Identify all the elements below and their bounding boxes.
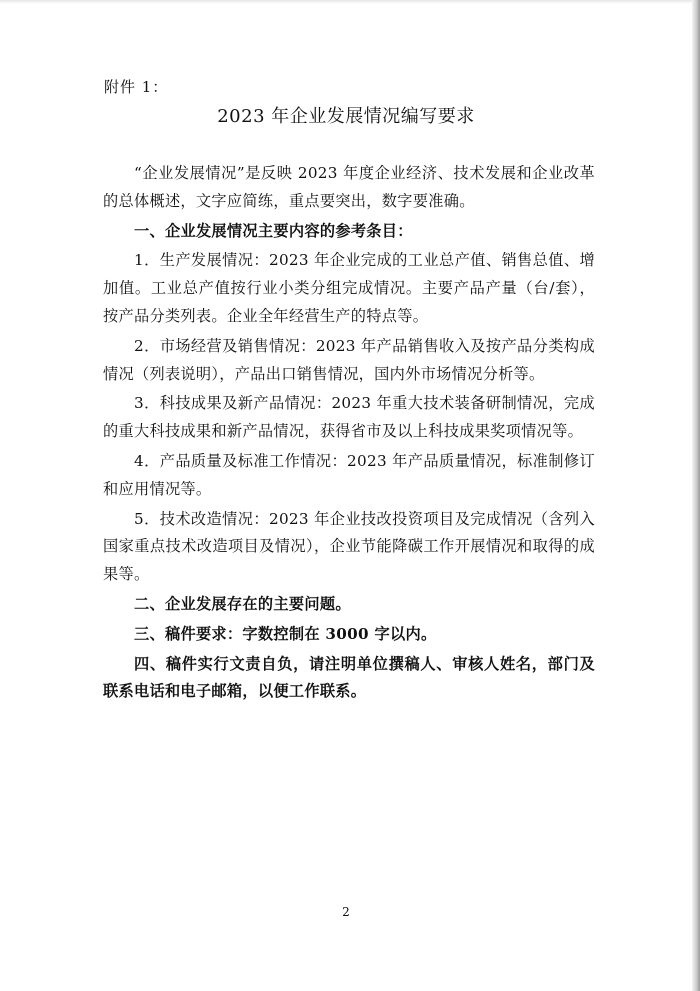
scan-top-shading bbox=[0, 0, 700, 4]
item-tech-renovation: 5．技术改造情况：2023 年企业技改投资项目及完成情况（含列入国家重点技术改造项目及情况），企业节能降碳工作开展情况和取得的成果等。 bbox=[103, 509, 595, 584]
intro-paragraph: “企业发展情况”是反映 2023 年度企业经济、技术发展和企业改革的总体概述，文字应简练，重点要突出，数字要准确。 bbox=[103, 164, 595, 210]
item-technology: 3．科技成果及新产品情况：2023 年重大技术装备研制情况，完成的重大科技成果和新产品情况，获得省市及以上科技成果奖项情况等。 bbox=[103, 394, 595, 441]
item-production: 1．生产发展情况：2023 年企业完成的工业总产值、销售总值、增加值。工业总产值按行业小类分组完成情况。主要产品产量（台/套），按产品分类列表。企业全年经营生产的特点等。 bbox=[103, 251, 595, 325]
section-heading-1: 一、企业发展情况主要内容的参考条目： bbox=[134, 221, 413, 240]
item-quality: 4．产品质量及标准工作情况：2023 年产品质量情况，标准制修订和应用情况等。 bbox=[103, 451, 595, 498]
section-heading-2: 二、企业发展存在的主要问题。 bbox=[134, 594, 351, 613]
scan-edge-shading bbox=[692, 0, 700, 991]
section-heading-4: 四、稿件实行文责自负，请注明单位撰稿人、审核人姓名，部门及联系电话和电子邮箱，以便工作联系。 bbox=[103, 654, 595, 701]
page-number: 2 bbox=[342, 905, 350, 919]
section-heading-3: 三、稿件要求：字数控制在 3000 字以内。 bbox=[134, 624, 437, 643]
document-title: 2023 年企业发展情况编写要求 bbox=[217, 106, 475, 127]
document-body bbox=[103, 160, 595, 706]
item-market-sales: 2．市场经营及销售情况：2023 年产品销售收入及按产品分类构成情况（列表说明），产品出口销售情况，国内外市场情况分析等。 bbox=[103, 336, 595, 383]
attachment-label: 附件 1： bbox=[104, 78, 169, 96]
